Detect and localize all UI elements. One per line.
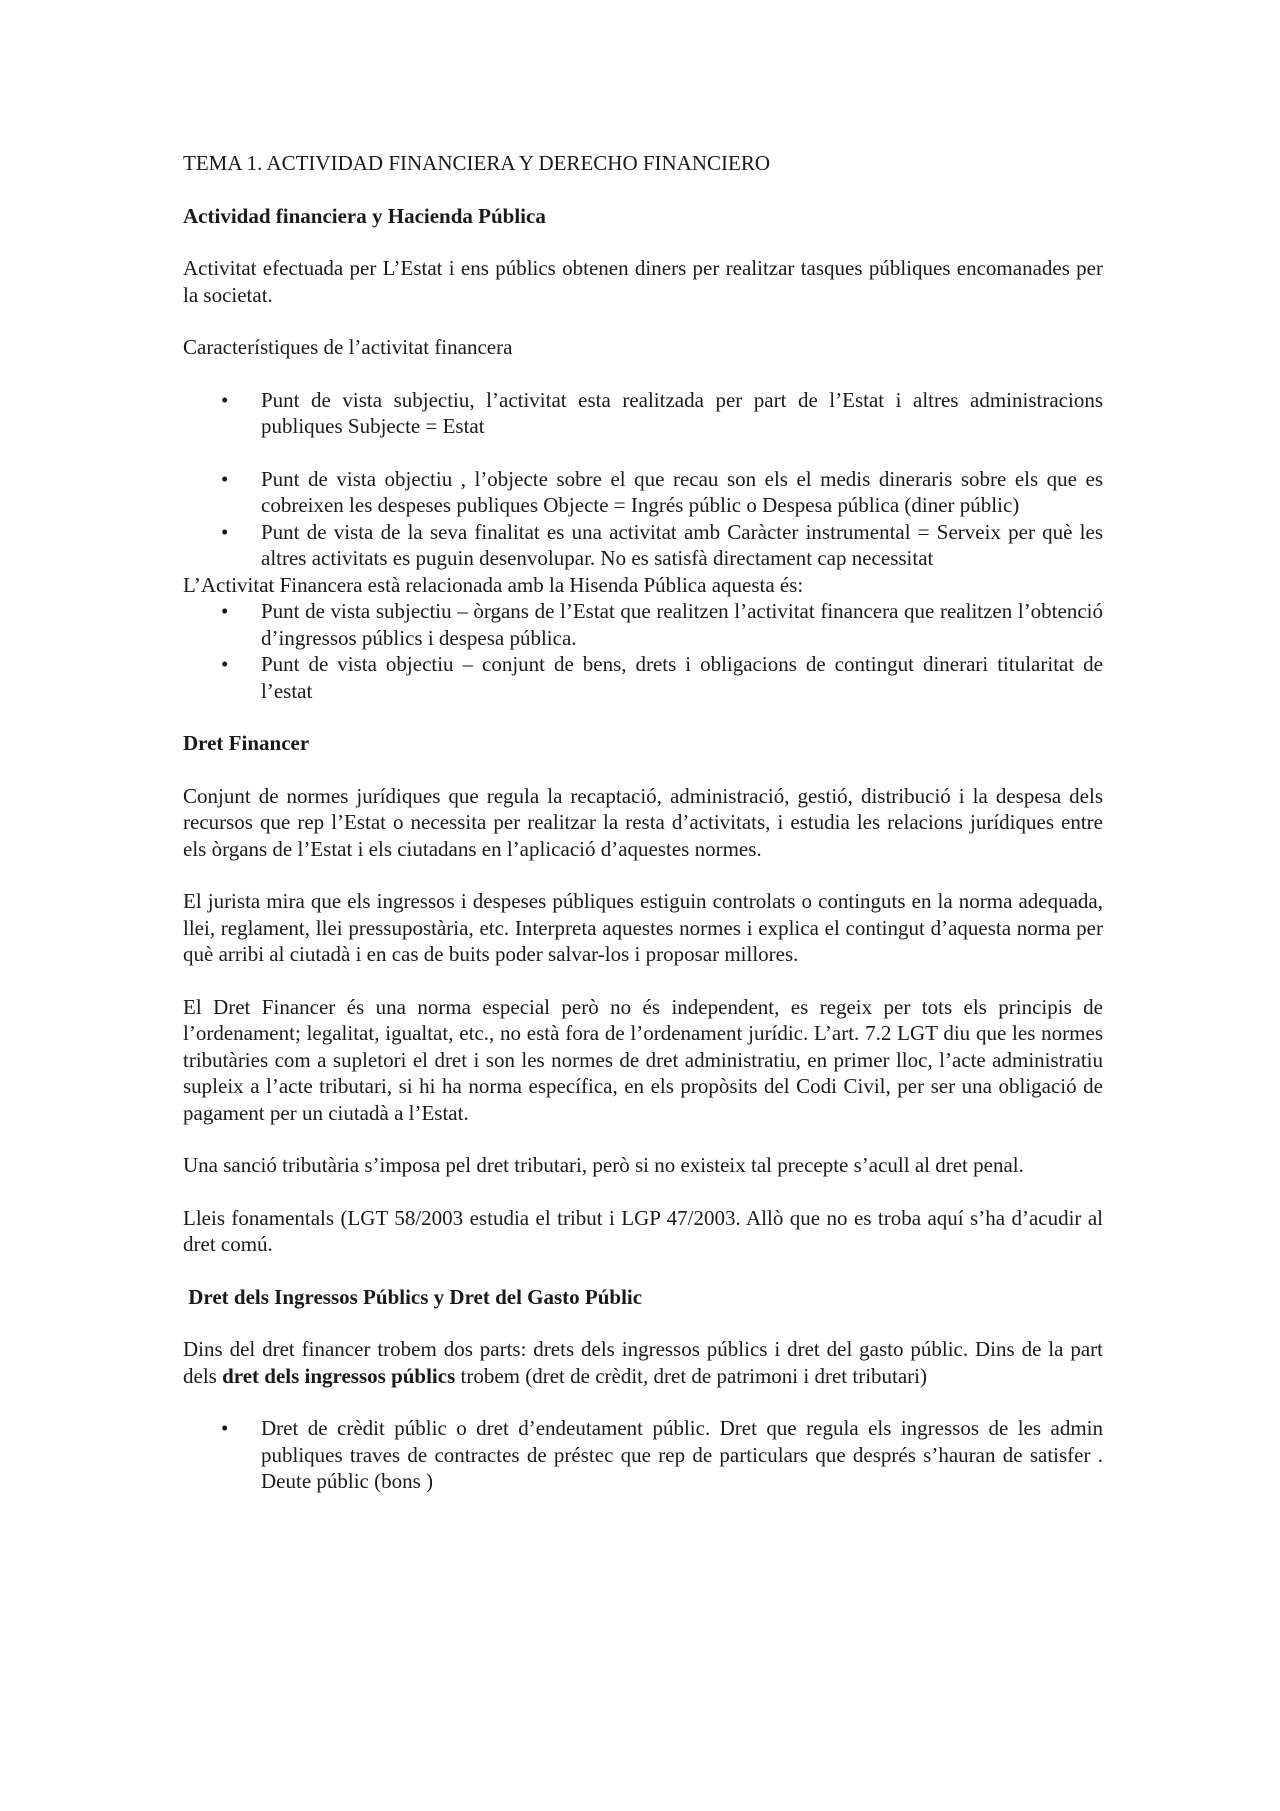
list-item-text: Punt de vista objectiu , l’objecte sobre el que recau son els el medis dineraris sobre els que es cobreixen les despeses publiques Objecte = Ingrés públic o Despesa pública (diner públic) [261,466,1103,517]
section-heading-dret-ingressos: Dret dels Ingressos Públics y Dret del Gasto Públic [183,1284,643,1309]
paragraph-dret-ingressos-intro [183,1336,1103,1389]
list-item [183,1415,1103,1495]
bullet-icon: • [221,387,229,412]
list-item [183,466,1103,519]
ingressos-list [183,1415,1103,1495]
bullet-icon: • [221,1416,229,1440]
document-title: TEMA 1. ACTIVIDAD FINANCIERA Y DERECHO FINANCIERO [183,151,771,175]
characteristics-list [183,387,1103,572]
bullet-icon: • [221,466,229,491]
bullet-icon: • [221,652,229,676]
paragraph-definition: Activitat efectuada per L’Estat i ens públics obtenen diners per realitzar tasques públiques encomanades per la societat. [183,256,1103,307]
list-item [183,651,1103,704]
section-heading-actividad-financiera: Actividad financiera y Hacienda Pública [183,203,546,228]
paragraph-characteristics-intro: Característiques de l’activitat financera [183,335,513,359]
paragraph-dret-financer-3: El Dret Financer és una norma especial però no és independent, es regeix per tots els principis de l’ordenament; legalitat, igualtat, etc., no està fora de l’ordenament jurídic. L’art. 7.2 LGT diu que les normes tributàries com a supletori el dret i son les normes de dret administratiu, en primer lloc, l’acte administratiu supleix a l’acte tributari, si hi ha norma específica, en els propòsits del Codi Civil, per ser una obligació de pagament per un ciutadà a l’Estat. [183,994,1103,1125]
paragraph-dret-financer-5: Lleis fonamentals (LGT 58/2003 estudia el tribut i LGP 47/2003. Allò que no es troba aquí s’ha d’acudir al dret comú. [183,1205,1103,1256]
intro-text-bold: dret dels ingressos públics [222,1363,456,1388]
list-item-text: Punt de vista subjectiu, l’activitat esta realitzada per part de l’Estat i altres administracions publiques Subjecte = Estat [261,387,1103,438]
list-item [183,387,1103,440]
section-heading-dret-financer: Dret Financer [183,731,310,755]
list-item-text: Punt de vista de la seva finalitat es una activitat amb Caràcter instrumental = Serveix per què les altres activitats es puguin desenvolupar. No es satisfà directament cap necessitat [261,519,1103,570]
list-item-text: Punt de vista objectiu – conjunt de bens, drets i obligacions de contingut dinerari titularitat de l’estat [261,652,1103,703]
document-page [183,150,1103,1495]
list-item-text: Punt de vista subjectiu – òrgans de l’Estat que realitzen l’activitat financera que realitzen l’obtenció d’ingressos públics i despesa pública. [261,599,1103,650]
paragraph-dret-financer-4: Una sanció tributària s’imposa pel dret tributari, però si no existeix tal precepte s’acull al dret penal. [183,1153,1024,1177]
intro-text-after: trobem (dret de crèdit, dret de patrimoni i dret tributari) [455,1363,928,1388]
bullet-icon: • [221,599,229,623]
intro-text-before: Dins del dret financer trobem dos parts: drets dels ingressos públics i dret del gasto públic. Dins de la part dels [183,1337,1103,1388]
list-item [183,598,1103,651]
hisenda-list [183,598,1103,704]
paragraph-hisenda-intro: L’Activitat Financera està relacionada amb la Hisenda Pública aquesta és: [183,572,804,597]
list-item [183,519,1103,572]
bullet-icon: • [221,519,229,544]
paragraph-dret-financer-2: El jurista mira que els ingressos i despeses públiques estiguin controlats o continguts en la norma adequada, llei, reglament, llei pressupostària, etc. Interpreta aquestes normes i explica el contingut d’aquesta norma per què arribi al ciutadà i en cas de buits poder salvar-los i proposar millores. [183,889,1103,966]
list-item-text: Dret de crèdit públic o dret d’endeutament públic. Dret que regula els ingressos de les admin publiques traves de contractes de préstec que rep de particulars que després s’hauran de satisfer . Deute públic (bons ) [261,1416,1103,1493]
paragraph-dret-financer-1: Conjunt de normes jurídiques que regula la recaptació, administració, gestió, distribució i la despesa dels recursos que rep l’Estat o necessita per realitzar la resta d’activitats, i estudia les relacions jurídiques entre els òrgans de l’Estat i els ciutadans en l’aplicació d’aquestes normes. [183,783,1103,861]
